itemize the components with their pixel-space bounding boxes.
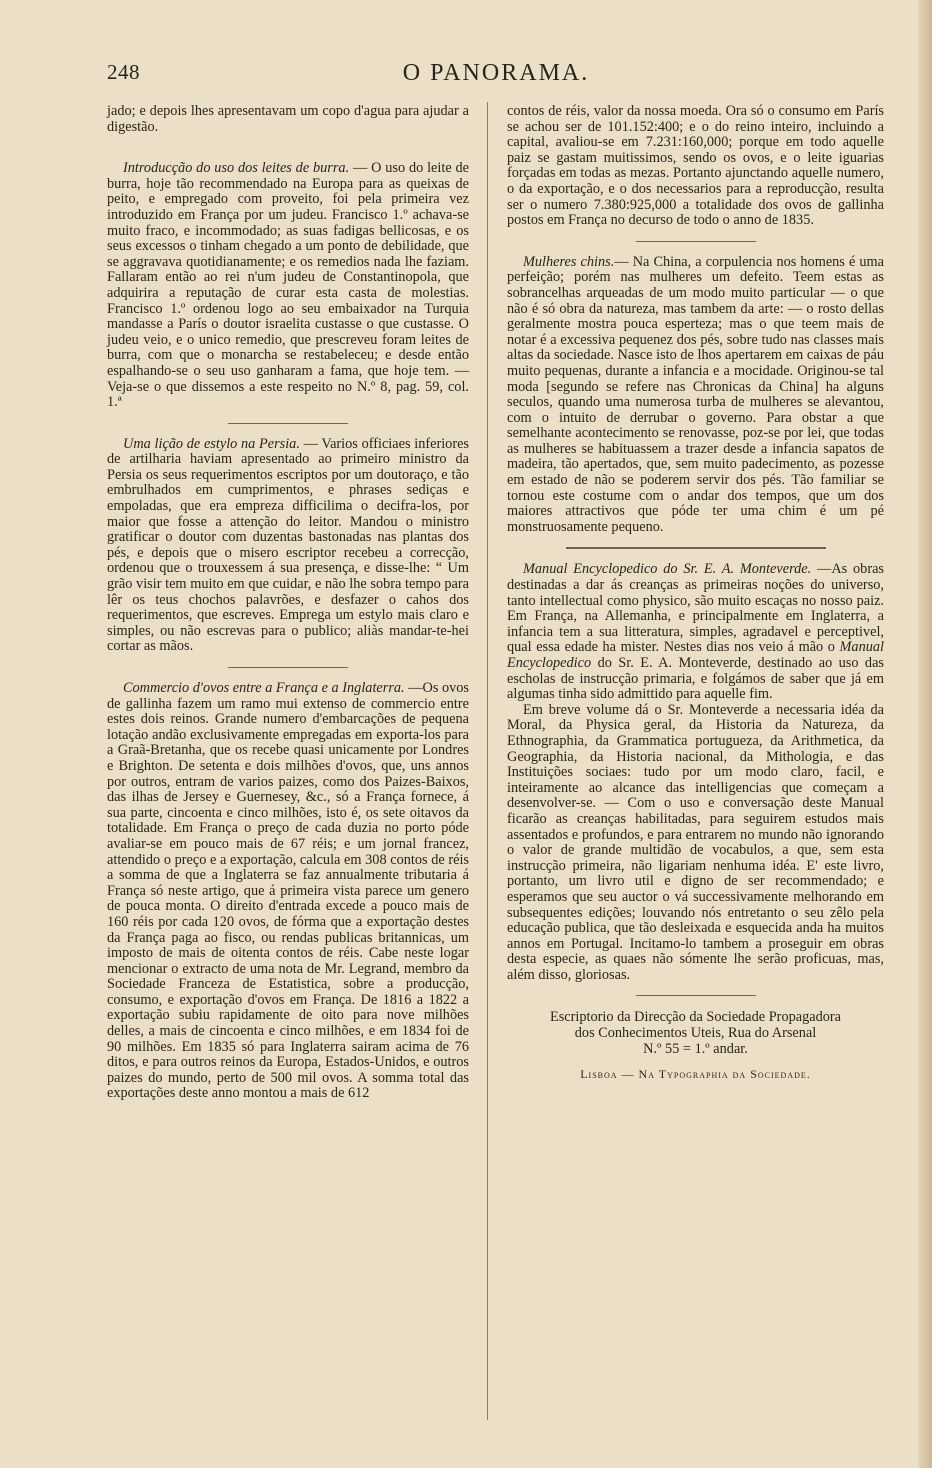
article-body: —Os ovos de gallinha fazem um ramo mui extenso de commercio entre estes dois reinos. Grande numero d'embarcações de pequena lotação andão exclusivamente empregadas em exporta-los para a Graã-Bretanha, que os recebe quasi unicamente por Londres e Brighton. De setenta e dois milhões d'ovos, que, uns annos por outros, entram de varios paizes, como dos Paizes-Baixos, das ilhas de Jersey e Guernesey, &c., só a França fornece, á sua parte, cincoenta e cinco milhões, isto é, os sete oitavos da totalidade. Em França o preço de cada duzia no porto póde avaliar-se em pouco mais de 67 réis; e um jornal francez, attendido o preço e a exportação, calcula em 308 contos de réis a somma de que a Inglaterra se faz annualmente tributaria á França só neste artigo, que á primeira vista parece um genero de pouca monta. O direito d'entrada excede a pouco mais de 160 réis por cada 120 ovos, de fórma que a exportação destes da França paga ao fisco, ou rendas publicas britannicas, um imposto de mais de oitenta contos de réis. Cabe neste logar mencionar o extracto de uma nota de Mr. Legrand, membro da Sociedade Franceza de Estatistica, sobre a producção, consumo, e exportação d'ovos em França. De 1816 a 1822 a exportação subiu rapidamente de oito para nove milhões delles, a mais de cincoenta e cinco milhões, e em 1834 foi de 90 milhões. Em 1835 só para Inglaterra sairam acima de 76 ditos, e para outros reinos da Europa, Estados-Unidos, e outros paizes do mundo, perto de 500 mil ovos. A somma total das exportações deste anno montou a mais de 612 (107, 680, 469, 1102)
article-manual-paragraph: Em breve volume dá o Sr. Monteverde a necessaria idéa da Moral, da Physica geral, da Historia da Natureza, da Ethnographia, da Grammatica portugueza, da Arithmetica, da Geographia, da Historia nacional, da Mithologia, e das Instituições sociaes: tudo por um modo claro, facil, e inteiramente ao alcance das intelligencias que começam a desenvolver-se. — Com o uso e conversação deste Manual ficarão as creanças habilitadas, para seguirem estudos mais assentados e profundos, e para entrarem no mundo não ignorando o valor de grande multidão de vocabulos, a que, sem esta instrucção primeira, não ligariam nenhuma idéa. E' este livro, portanto, um livro util e digno de ser recommendado; e esperamos que seu auctor o vá successivamente melhorando em subsequentes edições; louvando nós entretanto o seu zêlo pela educação publica, que tão desleixada e esquecida anda ha muitos annos em Portugal. Incitamo-lo tambem a proseguir em obras desta especie, as quaes não sómente lhe serão proficuas, mas, além disso, gloriosas. (507, 701, 884, 983)
article-title: Uma lição de estylo na Persia. (123, 435, 300, 452)
article-title: Mulheres chins. (523, 253, 615, 270)
article-body: — Na China, a corpulencia nos homens é uma perfeição; porém nas mulheres um defeito. Teem estas as sobrancelhas arqueadas de um modo muito particular — o que não é só obra da natureza, mas tambem da arte: — o rosto dellas geralmente mostra pouca esperteza; mas o que teem mais de notar é a excessiva pequenez dos pés, sobre tudo nas classes mais altas da sociedade. Nasce isto de lhos apertarem em caixas de páu muito pequenas, durante a infancia e a mocidade. Originou-se tal moda [segundo se refere nas Chronicas da China] ha alguns seculos, quando uma numerosa turba de mulheres se alevantou, com o intuito de derrubar o governo. Para obstar a que semelhante acontecimento se renovasse, poz-se por lei, que todas as mulheres se habituassem a trazer desde a infancia sapatos de madeira, tão apertados, que, sem muito padecimento, as pozesse em estado de não se poderem servir dos pés. Tão familiar se tornou este costume com o andar dos tempos, que um dos maiores attractivos que póde ter uma chim é um pé monstruosamente pequeno. (507, 253, 885, 535)
office-address (507, 1009, 884, 1057)
separator-rule (636, 995, 756, 996)
article-milk (107, 161, 469, 411)
article-title: Introducção do uso dos leites de burra. (123, 160, 350, 177)
separator-rule (228, 667, 348, 668)
article-body: — O uso do leite de burra, hoje tão recommendado na Europa para as queixas de peito, e empregado com proveito, foi pela primeira vez introduzido em França por um judeu. Francisco 1.º achava-se muito fraco, e incommodado; as suas fadigas bellicosas, e os seus excessos o tinham chegado a um ponto de debilidade, que se aggravava quotidianamente; e os remedios nada lhe faziam. Fallaram então ao rei n'um judeu de Constantinopola, que adquirira a reputação de curar esta casta de molestias. Francisco 1.º ordenou logo ao seu embaixador na Turquia mandasse a París o doutor israelita custasse o que custasse. O judeu veio, e o unico remedio, que prescreveu foram leites de burra, com que o monarcha se restabeleceu; e desde então espalhando-se o seu uso ganharam a fama, que hoje tem. — Veja-se o que dissemos a este respeito no N.º 8, pag. 59, col. 1.ª (107, 160, 470, 411)
separator-rule (228, 423, 348, 424)
separator-rule (566, 547, 826, 549)
page-edge (918, 0, 932, 1468)
article-body: —As obras destinadas a dar ás creanças as primeiras noções do universo, tanto intellectual como physico, são muito escaças no nosso paiz. Em França, na Allemanha, e principalmente em Inglaterra, a infancia tem a sua litteratura, simples, agradavel e perceptivel, qual essa edade ha mister. Nestes dias nos veio á mão o (507, 561, 884, 656)
office-line: N.º 55 = 1.º andar. (643, 1041, 748, 1058)
article-persia (107, 437, 469, 655)
page-header (107, 60, 885, 94)
article-body: do Sr. E. A. Monteverde, destinado ao uso das escholas de instrucção primaria, e folgámos de saber que já em algumas tinha sido admittido para aquelle fim. (507, 655, 884, 703)
continuation-text: contos de réis, valor da nossa moeda. Ora só o consumo em París se achou ser de 101.152:400; e o do reino inteiro, incluindo a capital, avaliou-se em 7.231:160,000; porque em todo aquelle paiz se gastam muitissimos, sendo os ovos, e o leite iguarias forçadas em todas as mezas. Portanto ajunctando aquelle numero, o da exportação, e o dos necessarios para a reproducção, resulta ser o numero 7.380:925,000 a totalidade dos ovos de gallinha postos em França no decurso de todo o anno de 1835. (507, 103, 884, 229)
office-line: dos Conhecimentos Uteis, Rua do Arsenal (574, 1025, 817, 1042)
office-line: Escriptorio da Direcção da Sociedade Propagadora (550, 1009, 841, 1026)
column-divider (487, 102, 488, 1420)
imprint-line: Lisboa — Na Typographia da Sociedade. (580, 1067, 811, 1082)
article-chinese-women (507, 255, 884, 536)
spacer (107, 135, 469, 161)
separator-rule (636, 241, 756, 242)
book-title: Manual Encyclopedico (507, 639, 884, 671)
running-title: O PANORAMA. (402, 60, 590, 86)
article-title: Commercio d'ovos entre a França e a Inglaterra. (123, 680, 405, 696)
article-title: Manual Encyclopedico do Sr. E. A. Monteverde. (523, 561, 812, 578)
article-manual (507, 562, 884, 702)
left-column (107, 104, 469, 1102)
opening-text: jado; e depois lhes apresentavam um copo d'agua para ajudar a digestão. (107, 103, 469, 135)
right-column (507, 104, 884, 1083)
article-eggs (107, 681, 469, 1102)
article-body: — Varios officiaes inferiores de artilharia haviam apresentado ao primeiro ministro da Persia os seus requerimentos escriptos por um doutoraço, e tão embrulhados em cumprimentos, e phrases sediças e empoladas, que era empreza difficilima o decifra-los, por maior que fosse a attenção do leitor. Mandou o ministro gratificar o doutor com duzentas bastonadas nas plantas dos pés, e depois que o misero escriptor recebeu a correcção, ordenou que o trouxessem á sua presença, e disse-lhe: “ Um grão visir tem muito em que cuidar, e não lhe sobra tempo para lêr os teus chochos palavrões, e desfazer o cahos dos requerimentos, que escreves. Emprega um estylo mais claro e simples, ou não escrevas para o publico; aliàs mandar-te-hei cortar as mãos. (107, 435, 469, 655)
page-number: 248 (107, 60, 140, 84)
